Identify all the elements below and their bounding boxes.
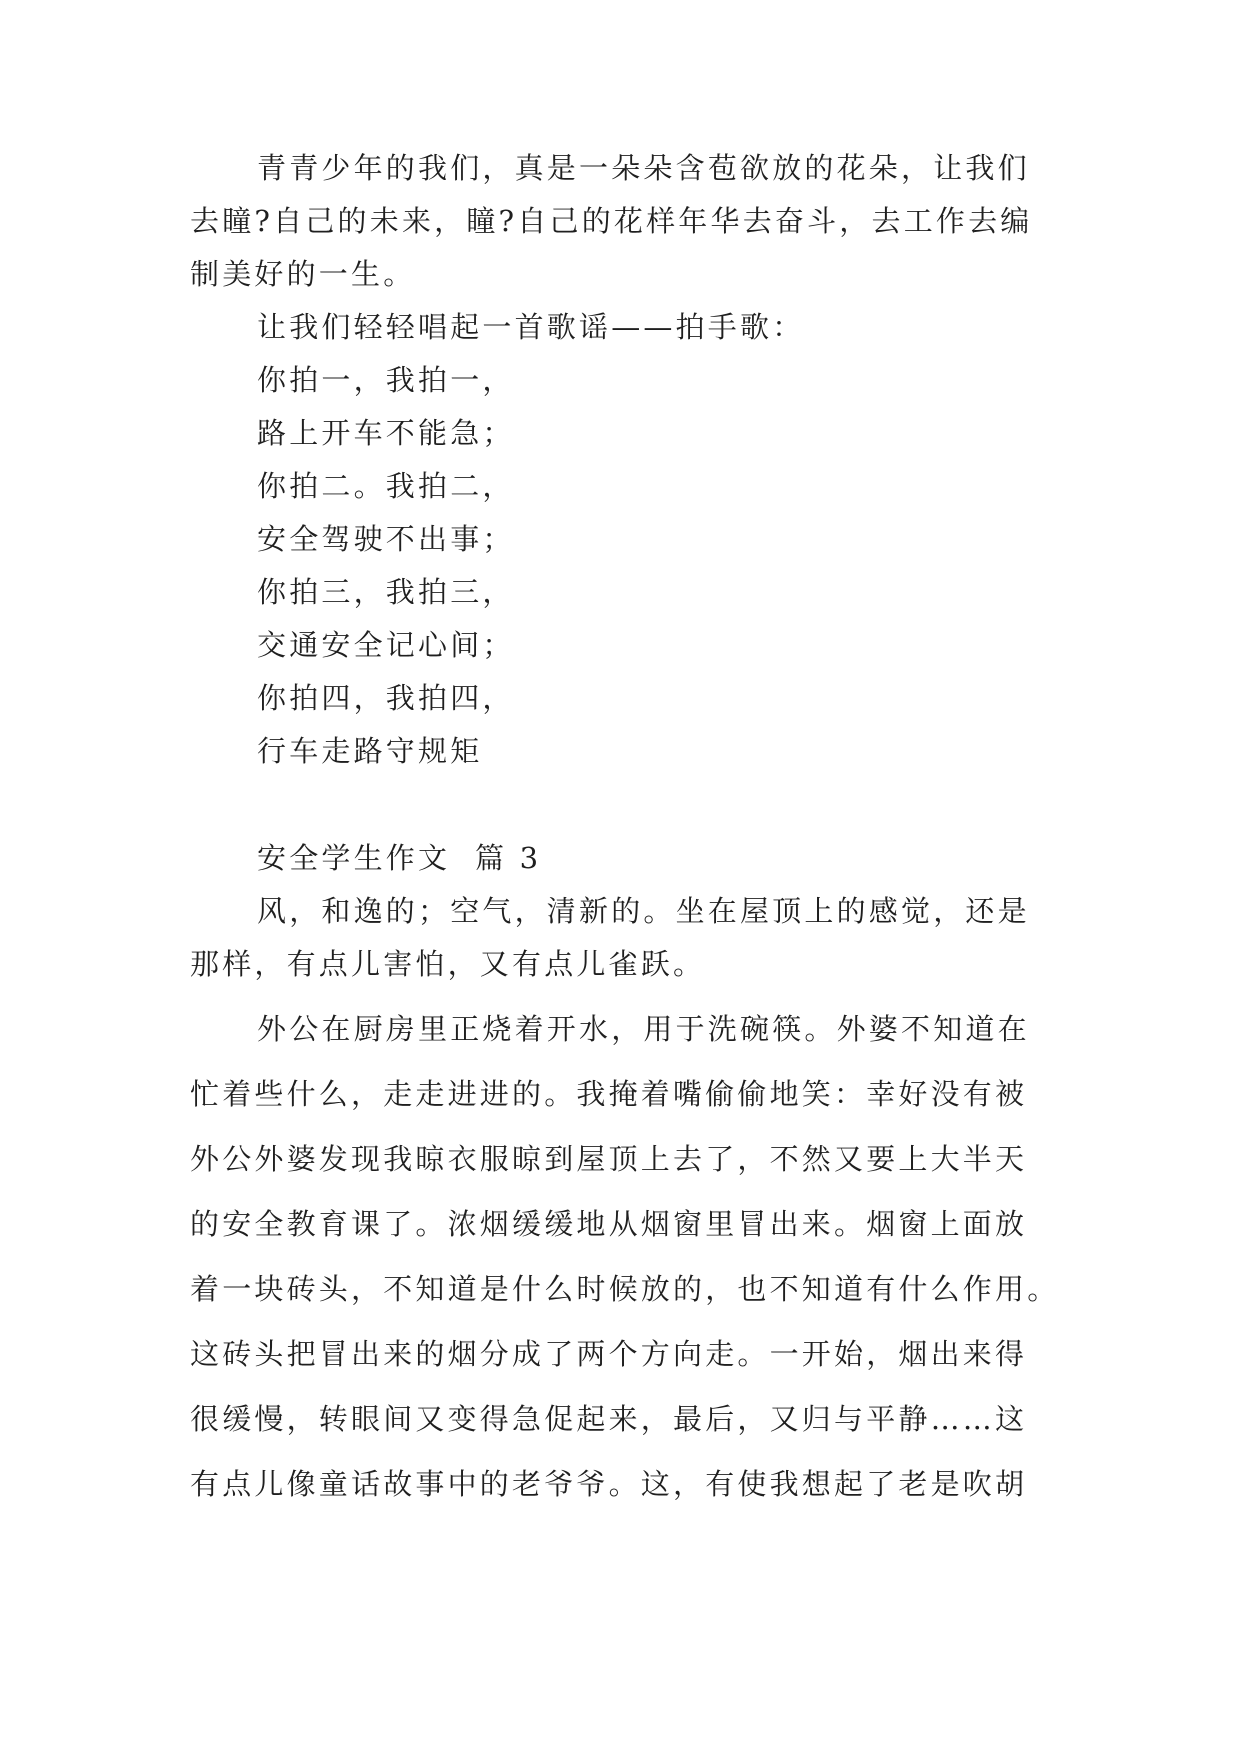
paragraph-1-line-1: 青青少年的我们，真是一朵朵含苞欲放的花朵，让我们 [257,151,1030,185]
song-line-3: 你拍二。我拍二， [257,469,515,503]
paragraph-3-line-7: 很缓慢，转眼间又变得急促起来，最后，又归与平静……这 [190,1402,1028,1436]
song-line-8: 行车走路守规矩 [257,734,483,768]
paragraph-1-line-2: 去瞳?自己的未来，瞳?自己的花样年华去奋斗，去工作去编 [190,204,1033,238]
section-heading: 安全学生作文 篇 3 [257,841,542,875]
paragraph-3-line-4: 的安全教育课了。浓烟缓缓地从烟窗里冒出来。烟窗上面放 [190,1207,1028,1241]
paragraph-2-line-2: 那样，有点儿害怕，又有点儿雀跃。 [190,947,706,981]
paragraph-1-line-3: 制美好的一生。 [190,257,416,291]
paragraph-3-line-1: 外公在厨房里正烧着开水，用于洗碗筷。外婆不知道在 [257,1012,1030,1046]
song-line-4: 安全驾驶不出事； [257,522,515,556]
song-line-1: 你拍一，我拍一， [257,363,515,397]
paragraph-3-line-6: 这砖头把冒出来的烟分成了两个方向走。一开始，烟出来得 [190,1337,1028,1371]
song-line-5: 你拍三，我拍三， [257,575,515,609]
paragraph-3-line-3: 外公外婆发现我晾衣服晾到屋顶上去了，不然又要上大半天 [190,1142,1028,1176]
paragraph-3-line-2: 忙着些什么，走走进进的。我掩着嘴偷偷地笑：幸好没有被 [190,1077,1028,1111]
song-line-7: 你拍四，我拍四， [257,681,515,715]
paragraph-3-line-8: 有点儿像童话故事中的老爷爷。这，有使我想起了老是吹胡 [190,1467,1028,1501]
song-intro: 让我们轻轻唱起一首歌谣——拍手歌： [257,310,805,344]
song-line-6: 交通安全记心间； [257,628,515,662]
song-line-2: 路上开车不能急； [257,416,515,450]
paragraph-2-line-1: 风，和逸的；空气，清新的。坐在屋顶上的感觉，还是 [257,894,1030,928]
paragraph-3-line-5: 着一块砖头，不知道是什么时候放的，也不知道有什么作用。 [190,1272,1060,1306]
